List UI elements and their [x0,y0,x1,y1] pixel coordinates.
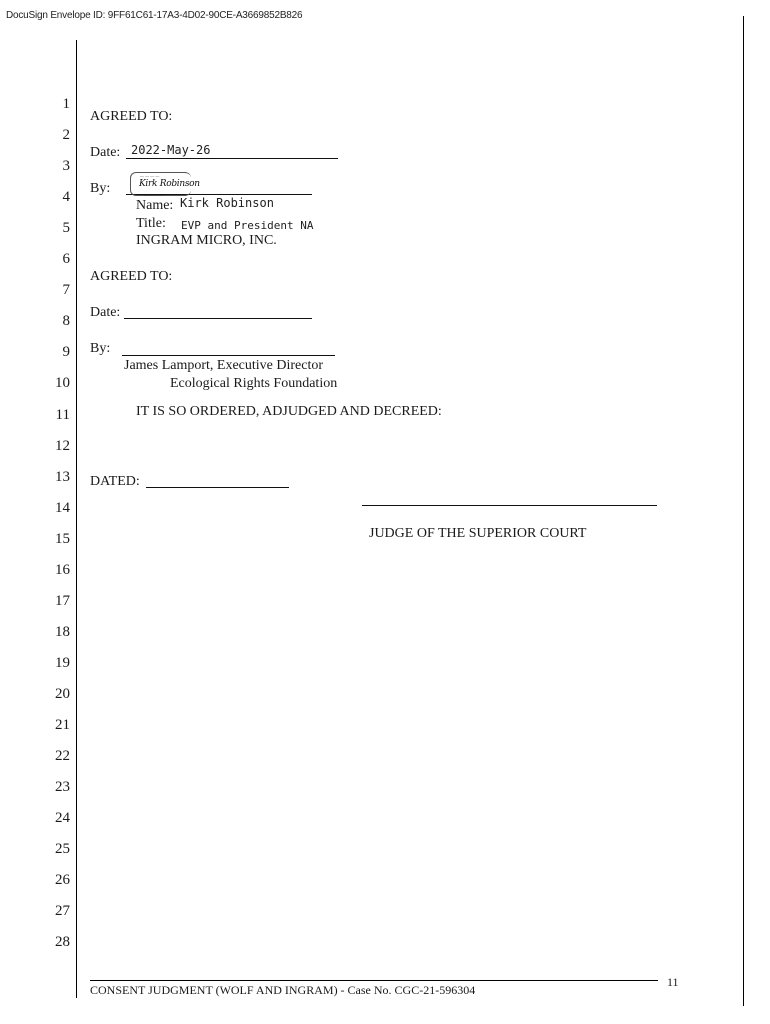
signatory-organization: Ecological Rights Foundation [170,376,338,391]
date-label-2: Date: [90,305,121,320]
line-numbers [0,0,70,1024]
line-number: 3 [62,158,70,175]
line-number: 9 [62,344,70,361]
handwritten-signature: Kirk Robinson [139,179,200,189]
line-number: 22 [55,748,70,765]
line-number: 21 [55,717,70,733]
line-number: 13 [55,468,70,485]
signature-footer-mark: — — — — [144,192,164,197]
line-number: 19 [55,654,70,671]
line-number: 12 [55,437,70,454]
judge-caption: JUDGE OF THE SUPERIOR COURT [369,526,587,541]
line-number: 18 [55,623,70,640]
title-value: EVP and President NA [181,219,314,232]
line-number: 2 [62,127,70,144]
line-number: 17 [55,592,70,609]
line-number: 16 [55,561,70,578]
title-label: Title: [136,216,166,231]
agreed-to-heading-1: AGREED TO: [90,109,173,124]
line-number: 28 [55,934,70,951]
line-number: 24 [55,810,70,827]
company-name: INGRAM MICRO, INC. [136,233,277,248]
signature-blank-2 [122,355,335,356]
date-value-1: 2022-May-26 [131,143,211,157]
by-label-1: By: [90,181,111,196]
name-label: Name: [136,198,174,213]
agreed-to-heading-2: AGREED TO: [90,269,173,284]
name-value: Kirk Robinson [180,196,274,210]
date-blank-2 [124,318,312,319]
signature-header-mark: — — — — [140,173,160,178]
right-margin-rule [743,16,744,1006]
by-label-2: By: [90,341,111,356]
judge-signature-line [362,505,657,506]
dated-label: DATED: [90,474,140,489]
line-number: 23 [55,779,70,796]
left-margin-rule [76,40,77,998]
line-number: 7 [62,282,70,299]
line-number: 6 [62,251,70,268]
line-number: 8 [62,313,70,330]
footer-rule [90,980,658,981]
line-number: 20 [55,685,70,702]
date-label-1: Date: [90,145,121,160]
line-number: 14 [55,499,70,516]
line-number: 15 [55,530,70,547]
line-number: 25 [55,841,70,858]
dated-blank [146,487,289,488]
line-number: 1 [62,96,70,112]
order-statement: IT IS SO ORDERED, ADJUDGED AND DECREED: [136,404,442,419]
date-blank-1 [126,158,338,159]
line-number: 26 [55,872,70,889]
envelope-id: DocuSign Envelope ID: 9FF61C61-17A3-4D02-90CE-A3669852B826 [6,10,303,21]
signatory-name-title: James Lamport, Executive Director [124,358,324,373]
line-number: 5 [62,220,70,237]
page-number: 11 [667,975,679,989]
line-number: 4 [62,189,70,206]
line-number: 10 [55,375,70,392]
line-number: 11 [55,406,70,423]
line-number: 27 [55,903,70,920]
footer-caption: CONSENT JUDGMENT (WOLF AND INGRAM) - Case No. CGC-21-596304 [90,983,476,997]
